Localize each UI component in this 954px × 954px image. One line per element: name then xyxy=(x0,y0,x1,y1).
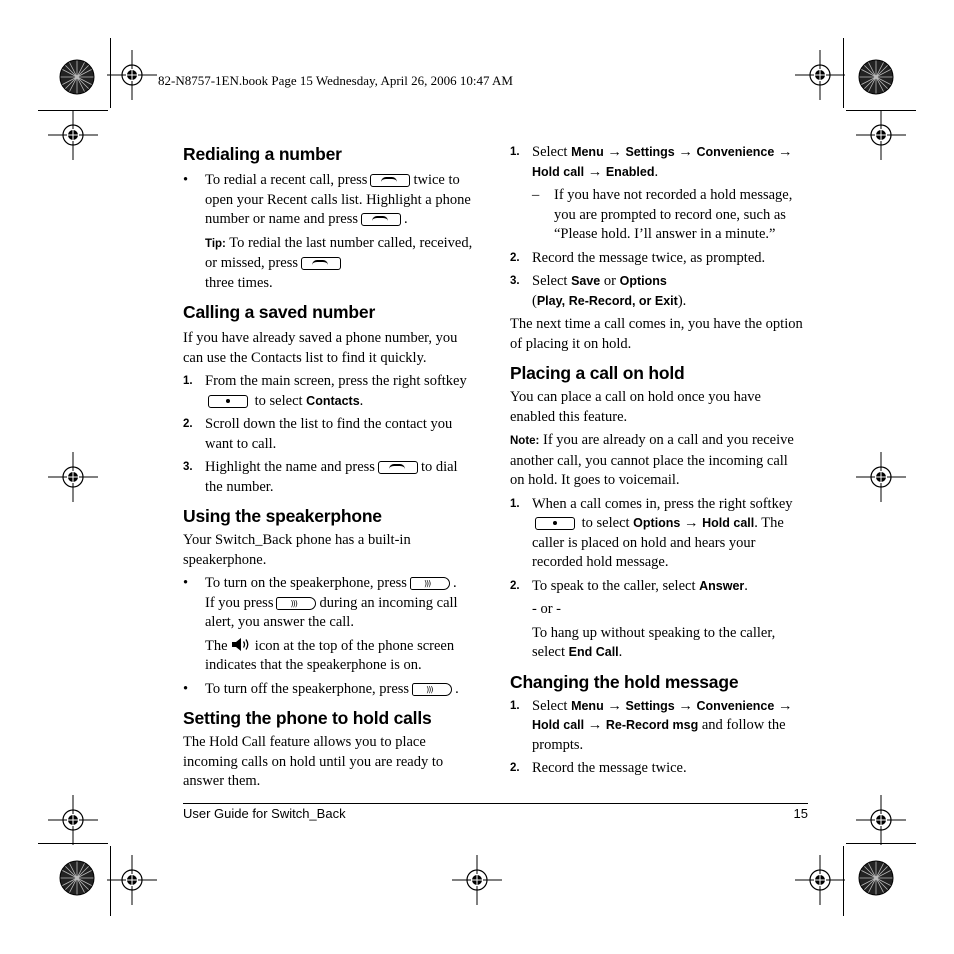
talk-key-icon xyxy=(378,461,418,474)
starburst-target-top-left xyxy=(58,58,96,96)
tip-label: Tip: xyxy=(205,237,226,250)
enable-step-3: 3. Select Save or Options (Play, Re-Record, or Exit). xyxy=(510,273,687,309)
heading-redialing: Redialing a number xyxy=(183,144,342,164)
speakerphone-status-icon xyxy=(231,637,251,652)
enable-step-1: 1. Select Menu → Settings → Convenience → Hold call → Enabled. xyxy=(510,144,793,180)
saved-intro: If you have already saved a phone number, you can use the Contacts list to find it quickly. xyxy=(183,330,458,366)
speaker-key-icon xyxy=(412,683,452,696)
changing-step-1: 1. Select Menu → Settings → Convenience → Hold call → Re-Record msg and follow the prompts. xyxy=(510,697,793,753)
starburst-target-bottom-left xyxy=(58,859,96,897)
right-column xyxy=(510,141,810,779)
changing-step-2: 2. Record the message twice. xyxy=(510,760,687,776)
placing-step-2: 2. To speak to the caller, select Answer. - or - To hang up without speaking to the caller, select End Call. xyxy=(510,577,776,660)
right-softkey-icon xyxy=(535,517,575,530)
speaker-key-icon xyxy=(276,597,316,610)
note-label: Note: xyxy=(510,435,540,447)
footer-title: User Guide for Switch_Back xyxy=(183,806,346,821)
bullet-speaker-on: • To turn on the speakerphone, press))) . If you press))) during an incoming call alert, you answer the call. The icon at the top of the phone screen indicates that the speakerphone is on. xyxy=(183,574,483,676)
page-number: 15 xyxy=(793,806,808,821)
registration-mark-bottom-center xyxy=(452,855,502,905)
heading-calling-saved: Calling a saved number xyxy=(183,302,376,322)
tip-redial: Tip: To redial the last number called, received, or missed, press three times. xyxy=(205,234,473,291)
heading-placing-hold: Placing a call on hold xyxy=(510,363,685,383)
registration-mark-bottom-right xyxy=(795,855,845,905)
registration-mark-right-top xyxy=(856,110,906,160)
registration-mark-right-bottom xyxy=(856,795,906,845)
bullet-mark: • xyxy=(183,575,189,591)
saved-step-2: 2. Scroll down the list to find the contact you want to call. xyxy=(183,416,453,452)
starburst-target-top-right xyxy=(857,58,895,96)
talk-key-icon xyxy=(301,257,341,270)
bullet-mark: • xyxy=(183,680,189,697)
hold-intro: The Hold Call feature allows you to place incoming calls on hold until you are ready to answer them. xyxy=(183,734,444,789)
registration-mark-left-top xyxy=(48,110,98,160)
registration-mark-right-middle xyxy=(856,452,906,502)
placing-note: Note: If you are already on a call and you receive another call, you cannot place the incoming call on hold. It goes to voicemail. xyxy=(510,432,794,488)
starburst-target-bottom-right xyxy=(857,859,895,897)
bullet-speaker-off: • To turn off the speakerphone, press))) . xyxy=(183,680,483,700)
left-column xyxy=(183,141,483,792)
registration-mark-left-middle xyxy=(48,452,98,502)
heading-changing-message: Changing the hold message xyxy=(510,671,739,692)
enable-step-1-note: – If you have not recorded a hold message, you are prompted to record one, such as “Please hold. I’ll answer in a minute.” xyxy=(532,187,793,242)
print-slug: 82-N8757-1EN.book Page 15 Wednesday, April 26, 2006 10:47 AM xyxy=(158,73,513,88)
talk-key-icon xyxy=(361,213,401,226)
footer-rule xyxy=(183,803,808,804)
enable-step-2: 2. Record the message twice, as prompted. xyxy=(510,249,766,266)
bullet-mark: • xyxy=(183,172,189,188)
saved-step-1: 1. From the main screen, press the right softkey to select Contacts. xyxy=(183,373,467,409)
right-softkey-icon xyxy=(208,395,248,408)
heading-speakerphone: Using the speakerphone xyxy=(183,506,382,526)
next-call-paragraph: The next time a call comes in, you have the option of placing it on hold. xyxy=(510,316,803,352)
speaker-intro: Your Switch_Back phone has a built-in speakerphone. xyxy=(183,532,411,568)
placing-step-1: 1. When a call comes in, press the right softkey to select Options → Hold call. The caller is placed on hold and hears your recorded hold message. xyxy=(510,495,793,570)
registration-mark-top-right xyxy=(795,50,845,100)
heading-hold-calls: Setting the phone to hold calls xyxy=(183,708,432,728)
registration-mark-top-left xyxy=(107,50,157,100)
placing-intro: You can place a call on hold once you have enabled this feature. xyxy=(510,389,761,425)
talk-key-icon xyxy=(370,174,410,187)
registration-mark-bottom-left xyxy=(107,855,157,905)
bullet-redial: • To redial a recent call, press twice to open your Recent calls list. Highlight a phone number or name and press . xyxy=(183,172,471,227)
registration-mark-left-bottom xyxy=(48,795,98,845)
speaker-key-icon xyxy=(410,577,450,590)
saved-step-3: 3. Highlight the name and press to dial the number. xyxy=(183,459,458,495)
